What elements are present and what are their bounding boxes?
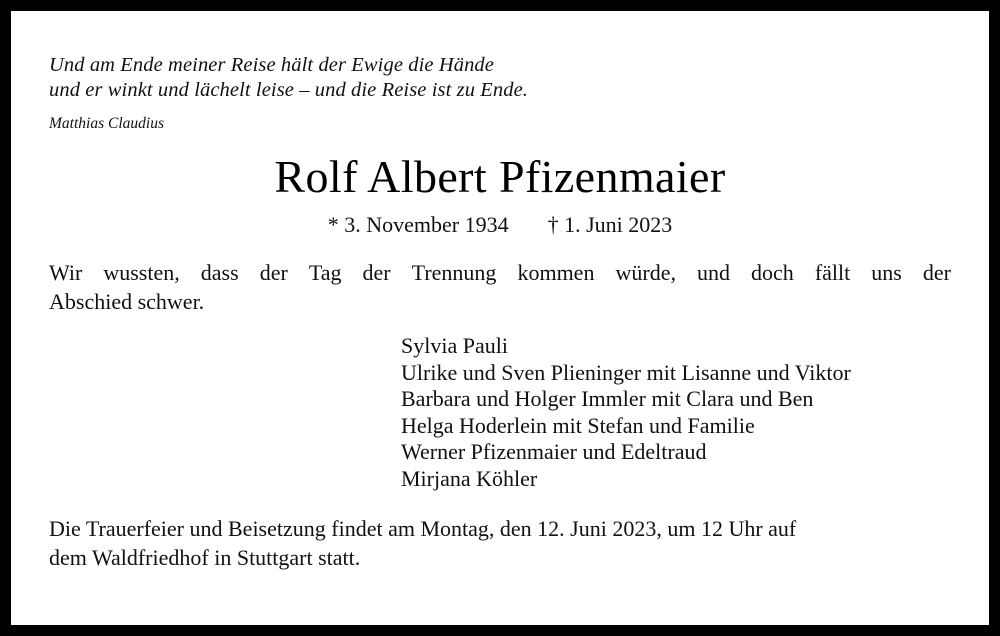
death-date: † 1. Juni 2023: [547, 212, 673, 237]
list-item: Helga Hoderlein mit Stefan und Familie: [401, 412, 755, 438]
message-word: Wir: [49, 260, 83, 285]
quote-author: Matthias Claudius: [49, 115, 164, 132]
message-word: uns: [871, 260, 902, 285]
service-details: [49, 514, 951, 572]
message-line-2: Abschied schwer.: [49, 289, 205, 314]
quote-block: [49, 11, 951, 103]
birth-date: * 3. November 1934: [327, 212, 509, 237]
message-word: Trennung: [411, 260, 497, 285]
deceased-name: Rolf Albert Pfizenmaier: [274, 151, 726, 202]
obituary-notice: [11, 11, 989, 625]
message-word: kommen: [517, 260, 595, 285]
message-word: der: [922, 260, 951, 285]
message-word: wussten,: [103, 260, 180, 285]
list-item: Sylvia Pauli: [401, 333, 508, 358]
message-word: dass: [200, 260, 239, 285]
service-line-1: Die Trauerfeier und Beisetzung findet am Montag, den 12. Juni 2023, um 12 Uhr auf: [49, 516, 797, 541]
list-item: Ulrike und Sven Plieninger mit Lisanne und Viktor: [401, 359, 851, 385]
notice-content: [11, 11, 989, 625]
quote-line-2: und er winkt und lächelt leise – und die Reise ist zu Ende.: [49, 79, 529, 101]
list-item: Werner Pfizenmaier und Edeltraud: [401, 439, 707, 464]
quote-line-1: Und am Ende meiner Reise hält der Ewige die Hände: [49, 54, 494, 76]
message-word: Tag: [308, 260, 342, 285]
message-block: [49, 258, 951, 316]
message-word: fällt: [814, 260, 851, 285]
message-word: und: [697, 260, 730, 285]
message-word: doch: [751, 260, 794, 285]
list-item: Mirjana Köhler: [401, 465, 538, 491]
message-word: würde,: [615, 260, 676, 285]
message-line-1: [49, 258, 951, 287]
family-list: [49, 333, 951, 492]
service-line-2: dem Waldfriedhof in Stuttgart statt.: [49, 545, 361, 570]
life-dates: [49, 212, 951, 238]
list-item: Barbara und Holger Immler mit Clara und Ben: [401, 386, 814, 411]
message-word: der: [259, 260, 288, 285]
message-word: der: [362, 260, 391, 285]
